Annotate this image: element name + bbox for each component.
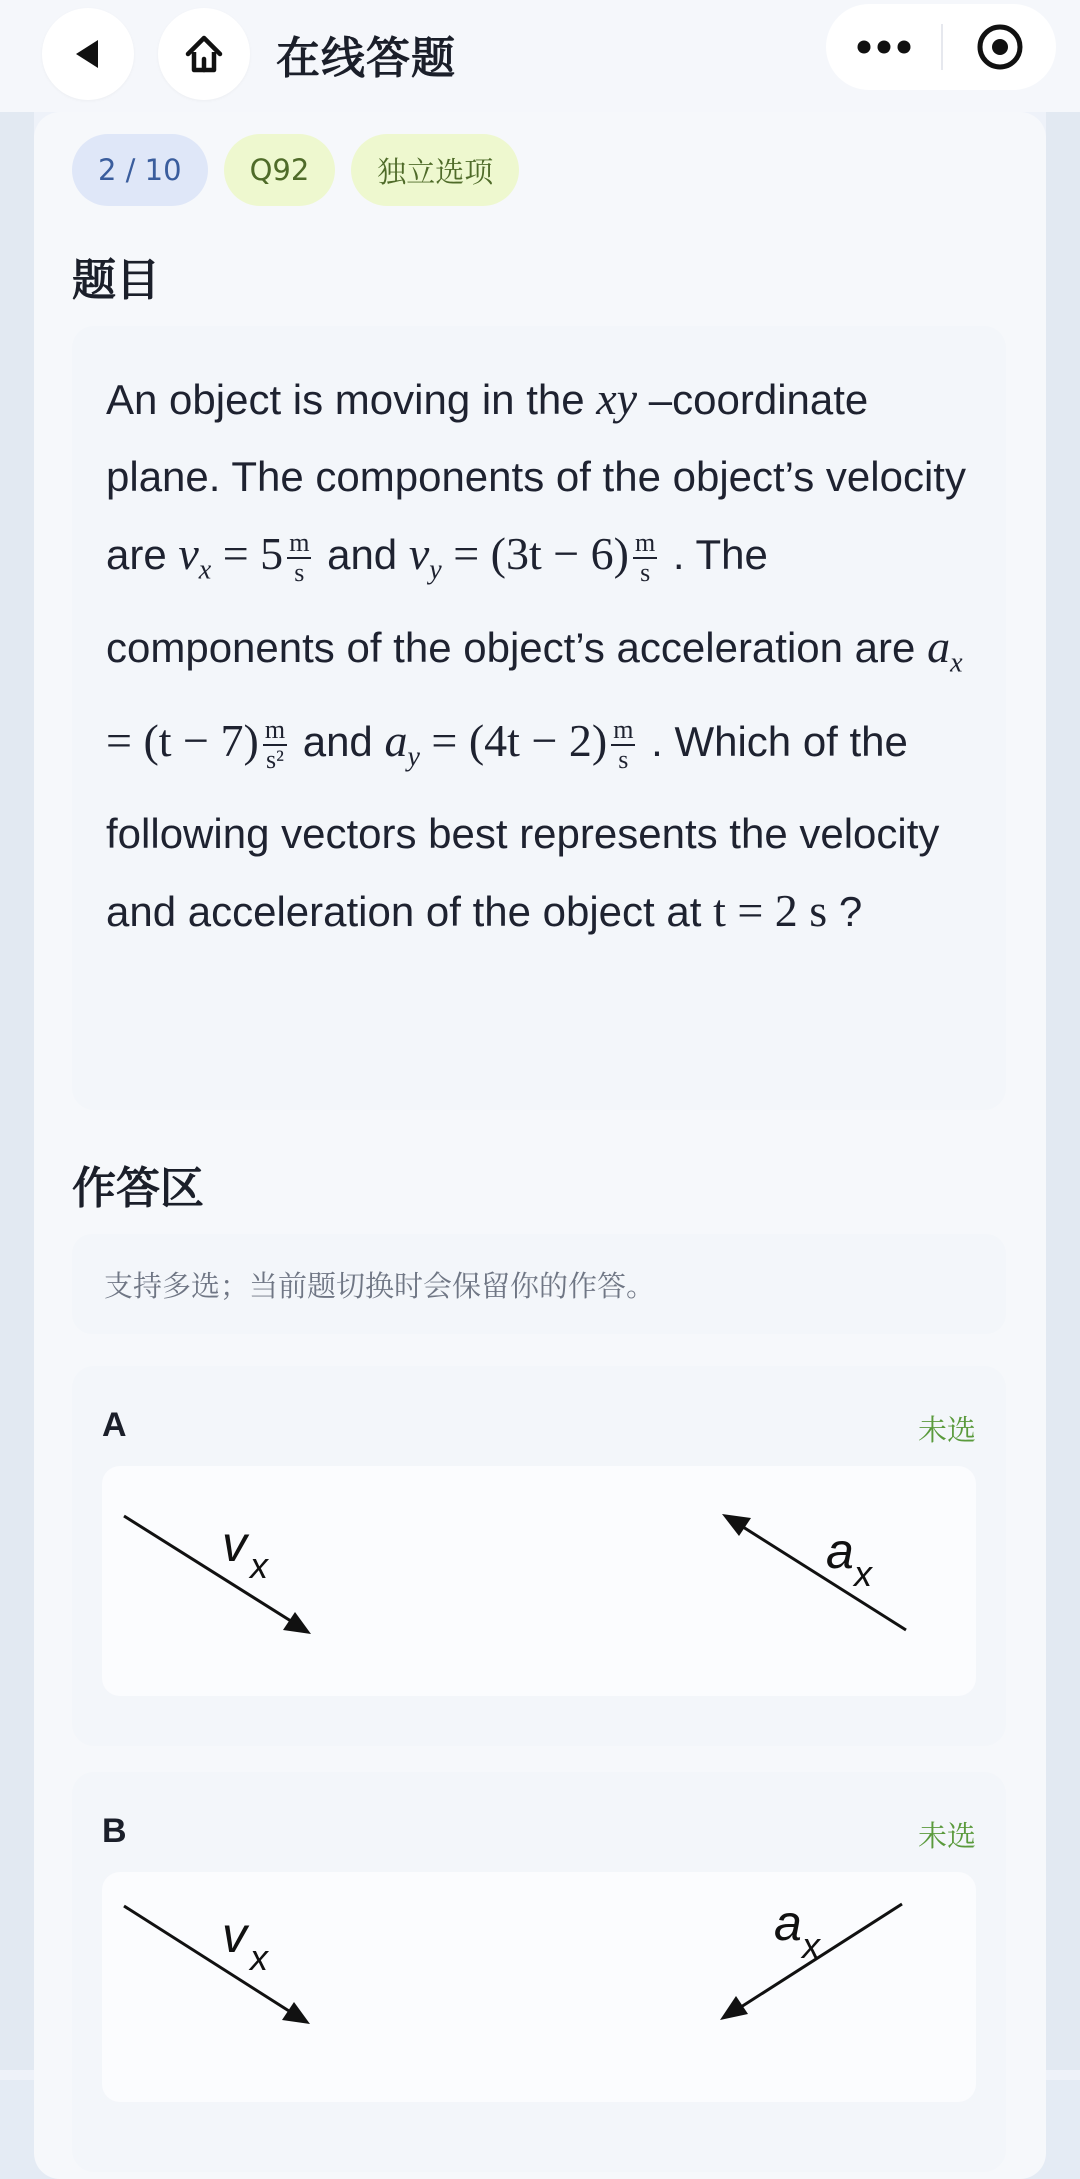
question-text-part: and xyxy=(291,717,385,765)
option-b-figure xyxy=(102,1872,976,2102)
unit-numerator: m xyxy=(613,714,634,744)
math-vx: v xyxy=(178,528,199,579)
velocity-arrow xyxy=(124,1516,302,1628)
question-text-part: and xyxy=(315,531,409,578)
unit-fraction xyxy=(263,716,287,774)
question-type-badge: 独立选项 xyxy=(351,134,519,206)
velocity-label-subscript: x xyxy=(250,1545,268,1586)
target-circle-icon xyxy=(975,22,1025,72)
question-text-part: An object is moving in the xyxy=(106,376,597,423)
tag-row xyxy=(72,134,519,206)
home-icon xyxy=(182,32,226,76)
option-letter: B xyxy=(102,1812,127,1850)
unit-fraction xyxy=(633,529,657,587)
unit-denominator: s² xyxy=(265,744,284,774)
question-card xyxy=(34,112,1046,2179)
math-subscript: y xyxy=(429,554,442,586)
velocity-label-subscript: x xyxy=(250,1937,268,1978)
back-button[interactable] xyxy=(42,8,134,100)
unit-denominator: s xyxy=(618,744,629,774)
velocity-arrow xyxy=(124,1906,300,2018)
answer-heading: 作答区 xyxy=(72,1163,204,1214)
mini-program-capsule xyxy=(826,4,1056,90)
option-letter: A xyxy=(102,1406,127,1444)
option-a-card[interactable] xyxy=(72,1366,1006,1746)
option-status: 未选 xyxy=(917,1413,976,1447)
math-vy: v xyxy=(408,528,430,579)
math-time: t = 2 s xyxy=(713,885,828,937)
question-id-badge: Q92 xyxy=(224,134,336,206)
back-arrow-icon xyxy=(68,34,108,74)
unit-denominator: s xyxy=(294,557,305,587)
question-text-part: ? xyxy=(827,888,863,936)
top-navigation-bar xyxy=(0,0,1080,112)
left-backdrop-strip xyxy=(0,110,34,2070)
velocity-arrowhead xyxy=(283,1612,311,1634)
velocity-arrowhead xyxy=(282,2002,310,2024)
option-status: 未选 xyxy=(917,1819,976,1853)
option-a-figure xyxy=(102,1466,976,1696)
acceleration-arrowhead xyxy=(720,1996,748,2020)
acceleration-label-subscript: x xyxy=(854,1553,872,1594)
question-box xyxy=(72,326,1006,1110)
answer-hint: 支持多选；当前题切换时会保留你的作答。 xyxy=(72,1234,1006,1334)
home-button[interactable] xyxy=(158,8,250,100)
unit-fraction xyxy=(611,716,635,774)
progress-badge: 2 / 10 xyxy=(72,134,208,206)
unit-numerator: m xyxy=(635,527,656,557)
question-heading: 题目 xyxy=(72,255,160,306)
question-text xyxy=(106,360,974,950)
math-ax: a xyxy=(927,621,951,673)
math-xy: xy xyxy=(596,373,638,424)
math-ay: a xyxy=(384,714,408,766)
question-text-part: –coordinate plane. The components of the object’s velocity are xyxy=(106,376,966,578)
velocity-label: v xyxy=(222,1907,247,1963)
acceleration-arrow xyxy=(732,1520,906,1630)
vector-diagram xyxy=(102,1466,976,1696)
close-mini-program-button[interactable] xyxy=(943,4,1056,90)
more-button[interactable] xyxy=(826,4,941,90)
math-subscript: y xyxy=(407,741,420,773)
math-expression: = (t − 7) xyxy=(106,714,259,766)
math-expression: = (4t − 2) xyxy=(419,714,608,766)
more-dots-icon xyxy=(856,39,912,55)
right-backdrop-strip xyxy=(1046,110,1080,2070)
unit-numerator: m xyxy=(289,527,310,557)
velocity-label: v xyxy=(222,1516,247,1572)
unit-fraction xyxy=(287,529,311,587)
unit-numerator: m xyxy=(264,714,286,744)
question-text-part: . Which of the following vectors best represents the velocity and acceleration of the object at xyxy=(106,717,940,936)
math-subscript: x xyxy=(198,554,212,586)
math-expression: = (3t − 6) xyxy=(441,528,630,579)
acceleration-arrowhead xyxy=(722,1514,751,1536)
math-expression: = 5 xyxy=(211,528,284,579)
acceleration-label: a xyxy=(826,1523,854,1579)
acceleration-label: a xyxy=(774,1895,802,1951)
page-title: 在线答题 xyxy=(276,33,456,84)
vector-diagram xyxy=(102,1872,976,2102)
option-b-card[interactable] xyxy=(72,1772,1006,2172)
acceleration-label-subscript: x xyxy=(802,1925,820,1966)
question-text-part: . The components of the object’s acceleration are xyxy=(106,531,928,672)
unit-denominator: s xyxy=(640,557,651,587)
math-subscript: x xyxy=(950,647,963,679)
